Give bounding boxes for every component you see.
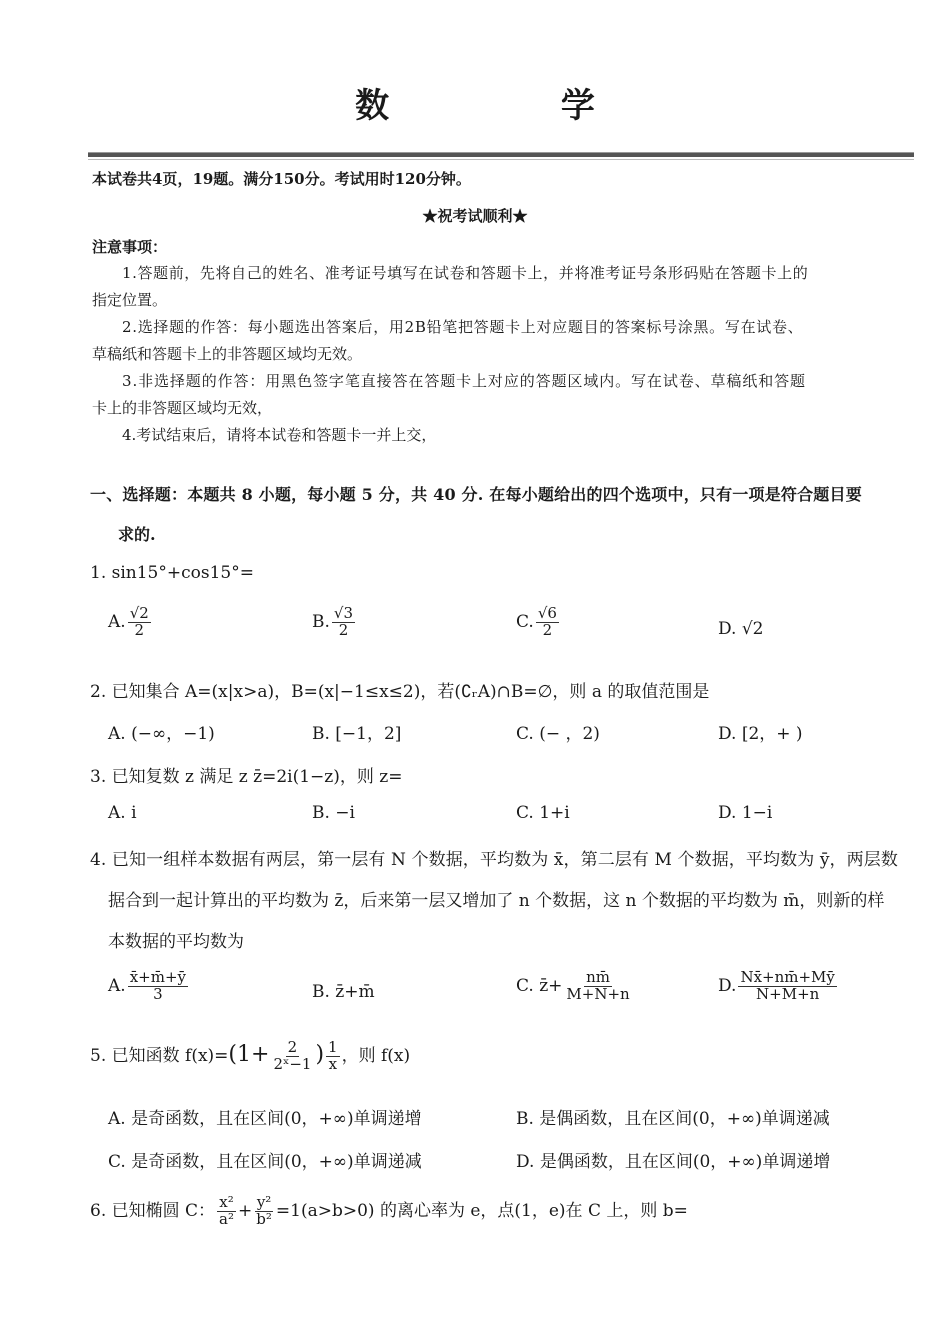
notice-item-1-cont: 指定位置。 bbox=[92, 291, 168, 309]
fraction-numerator: x² bbox=[219, 1193, 234, 1211]
notice-item-1: 1.答题前，先将自己的姓名、准考证号填写在试卷和答题卡上，并将准考证号条形码贴在答题卡上的 bbox=[122, 264, 809, 282]
question-4-option-c bbox=[516, 970, 634, 1003]
question-3-option-a: A. i bbox=[108, 803, 137, 823]
question-4-option-a bbox=[108, 970, 190, 1003]
paren-close: ) bbox=[315, 1041, 325, 1067]
fraction-numerator: Nx̄+nm̄+Mȳ bbox=[740, 968, 835, 986]
fraction-numerator: √3 bbox=[333, 604, 354, 622]
stem-text: =1(a>b>0) 的离心率为 e，点(1，e)在 C 上，则 b= bbox=[275, 1200, 688, 1221]
question-1-option-d: D. √2 bbox=[718, 619, 764, 639]
question-4-option-d bbox=[718, 970, 839, 1003]
question-1-stem: 1. sin15°+cos15°= bbox=[90, 563, 254, 583]
option-label: C. z̄+ bbox=[516, 975, 563, 996]
fraction-denominator: a² bbox=[219, 1209, 235, 1228]
stem-text: 5. 已知函数 f(x)= bbox=[90, 1045, 229, 1066]
option-label: A. bbox=[108, 611, 126, 632]
question-5-option-a: A. 是奇函数，且在区间(0，+∞)单调递增 bbox=[108, 1109, 422, 1129]
fraction-denominator: x bbox=[328, 1054, 338, 1073]
question-3-option-c: C. 1+i bbox=[516, 803, 570, 823]
question-4-stem: 4. 已知一组样本数据有两层，第一层有 N 个数据，平均数为 x̄，第二层有 M 个数据，平均数为 ȳ，两层数 bbox=[90, 850, 898, 870]
header-rule-thin bbox=[88, 159, 914, 160]
paren-open: (1+ bbox=[228, 1041, 270, 1067]
question-2-option-c: C. (− ，2) bbox=[516, 724, 600, 744]
option-label: B. bbox=[312, 611, 330, 632]
fraction-numerator: x̄+m̄+ȳ bbox=[129, 968, 186, 986]
fraction-numerator: √2 bbox=[129, 604, 149, 622]
question-3-stem: 3. 已知复数 z 满足 z z̄=2i(1−z)，则 z= bbox=[90, 767, 403, 787]
question-2-stem: 2. 已知集合 A=(x|x>a)，B=(x|−1≤x≤2)，若(∁ᵣA)∩B=∅，则 a 的取值范围是 bbox=[90, 682, 710, 702]
section-heading: 一、选择题：本题共 8 小题，每小题 5 分，共 40 分. 在每小题给出的四个选项中，只有一项是符合题目要 bbox=[90, 485, 862, 504]
question-1-option-a bbox=[108, 606, 153, 639]
question-2-option-b: B. [−1，2] bbox=[312, 724, 402, 744]
question-3-option-b: B. −i bbox=[312, 803, 355, 823]
fraction-denominator: 2 bbox=[134, 620, 145, 639]
question-5-option-d: D. 是偶函数，且在区间(0，+∞)单调递增 bbox=[516, 1152, 831, 1172]
header-rule bbox=[88, 152, 914, 157]
good-luck-text: ★祝考试顺利★ bbox=[422, 207, 528, 225]
question-4-stem-cont2: 本数据的平均数为 bbox=[108, 932, 244, 952]
question-3-option-d: D. 1−i bbox=[718, 803, 773, 823]
fraction-denominator: 2 bbox=[542, 620, 553, 639]
fraction-denominator: 2 bbox=[338, 620, 349, 639]
fraction-denominator: N+M+n bbox=[756, 984, 820, 1003]
notice-item-4: 4.考试结束后，请将本试卷和答题卡一并上交， bbox=[122, 426, 437, 444]
fraction-numerator: 2 bbox=[287, 1038, 298, 1056]
exam-intro: 本试卷共4页，19题。满分150分。考试用时120分钟。 bbox=[92, 170, 471, 188]
option-label: C. bbox=[516, 611, 534, 632]
question-4-stem-cont: 据合到一起计算出的平均数为 z̄，后来第一层又增加了 n 个数据，这 n 个数据的平均数为 m̄，则新的样 bbox=[108, 891, 885, 911]
fraction-denominator: 2ˣ−1 bbox=[273, 1054, 312, 1073]
notice-item-2: 2.选择题的作答：每小题选出答案后，用2B铅笔把答题卡上对应题目的答案标号涂黑。写在试卷、 bbox=[122, 318, 804, 336]
notice-item-2-cont: 草稿纸和答题卡上的非答题区域均无效。 bbox=[92, 345, 363, 363]
option-label: D. bbox=[718, 975, 737, 996]
fraction-denominator: 3 bbox=[153, 984, 163, 1003]
question-1-option-b bbox=[312, 606, 357, 639]
question-5-stem bbox=[90, 1040, 410, 1073]
stem-text: ，则 f(x) bbox=[341, 1045, 411, 1066]
fraction-numerator: √6 bbox=[537, 604, 557, 622]
option-label: A. bbox=[108, 975, 126, 996]
plus-sign: + bbox=[238, 1200, 253, 1221]
question-2-option-a: A. (−∞，−1) bbox=[108, 724, 215, 744]
page-title: 数 学 bbox=[355, 86, 675, 126]
question-4-option-b: B. z̄+m̄ bbox=[312, 982, 375, 1002]
fraction-denominator: M+N+n bbox=[566, 984, 630, 1003]
notice-heading: 注意事项： bbox=[92, 238, 168, 256]
notice-item-3: 3.非选择题的作答：用黑色签字笔直接答在答题卡上对应的答题区域内。写在试卷、草稿纸和答题 bbox=[122, 372, 806, 390]
question-2-option-d: D. [2，+ ) bbox=[718, 724, 803, 744]
fraction-numerator: nm̄ bbox=[586, 968, 610, 986]
fraction-numerator: 1 bbox=[328, 1038, 338, 1056]
question-1-option-c bbox=[516, 606, 561, 639]
fraction-denominator: b² bbox=[256, 1209, 272, 1228]
stem-text: 6. 已知椭圆 C： bbox=[90, 1200, 216, 1221]
question-6-stem bbox=[90, 1195, 688, 1228]
question-5-option-c: C. 是奇函数，且在区间(0，+∞)单调递减 bbox=[108, 1152, 422, 1172]
fraction-numerator: y² bbox=[256, 1193, 272, 1211]
question-5-option-b: B. 是偶函数，且在区间(0，+∞)单调递减 bbox=[516, 1109, 830, 1129]
notice-item-3-cont: 卡上的非答题区域均无效， bbox=[92, 399, 273, 417]
section-heading-cont: 求的. bbox=[118, 525, 156, 544]
